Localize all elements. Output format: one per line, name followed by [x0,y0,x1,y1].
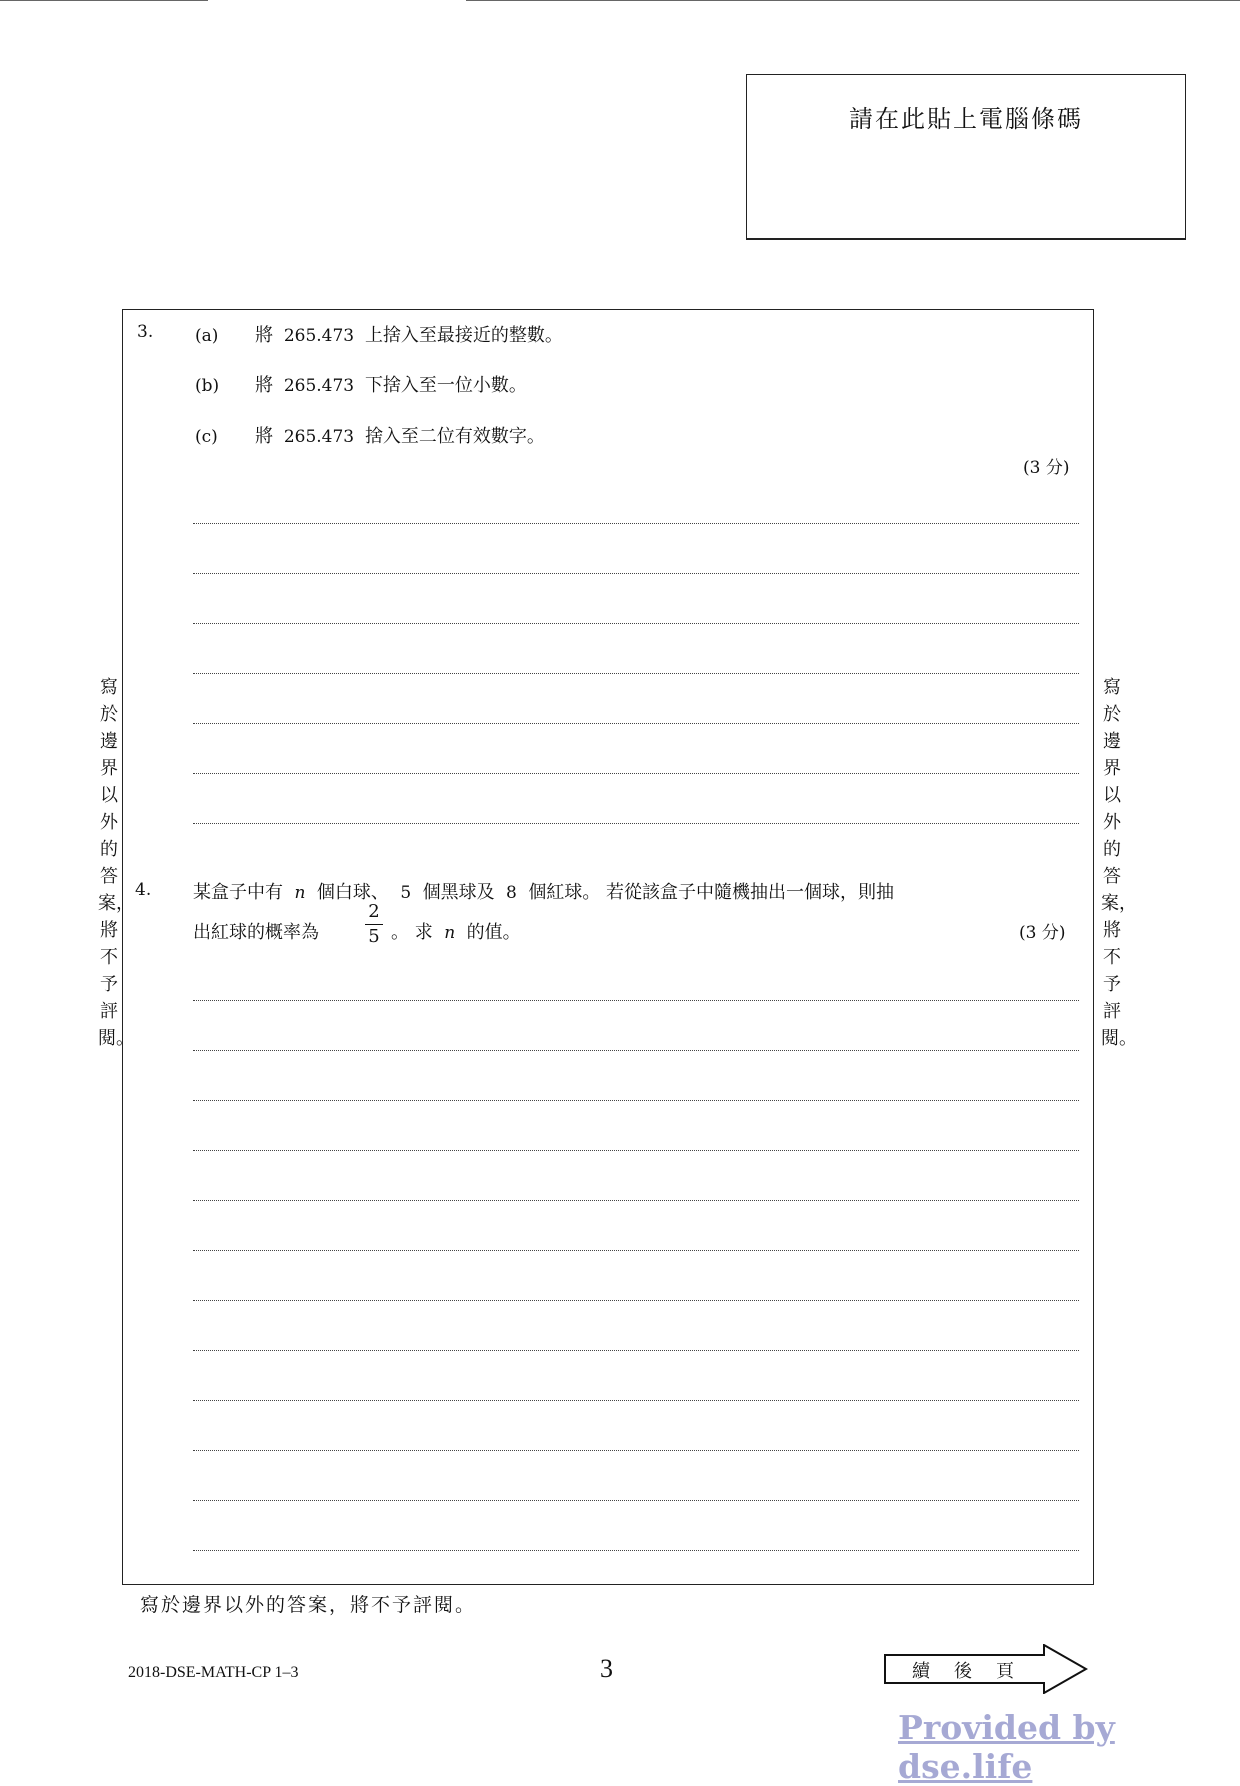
answer-line [193,1200,1079,1201]
answer-line [193,623,1079,624]
answer-line [193,1450,1079,1451]
barcode-label-box [746,74,1186,240]
answer-line [193,1500,1079,1501]
answer-line [193,1000,1079,1001]
question-4-line-2-rest [391,918,521,944]
question-4-line-2 [193,918,319,944]
question-3-marks: (3 分) [1023,458,1070,478]
part-verb: 將 [255,426,273,447]
q4-text: 的值。 [466,922,521,943]
top-edge-rule [0,0,208,1]
turn-over-label: 續後頁 [912,1661,1038,1682]
q4-text: 個紅球。 若從該盒子中隨機抽出一個球，則抽 [528,882,895,903]
fraction-denominator: 5 [368,926,380,947]
part-label: (c) [195,427,218,447]
turn-over-arrow [884,1644,1088,1694]
top-edge-rule [466,0,1240,1]
q4-text: 。 求 [391,922,433,943]
answer-line [193,1350,1079,1351]
paper-code: 2018-DSE-MATH-CP 1–3 [128,1664,299,1681]
q4-text: 個白球、 [316,882,389,903]
part-value: 265.473 [283,376,355,396]
question-3a [195,321,563,347]
question-3b [195,371,527,397]
answer-line [193,1550,1079,1551]
question-4-marks: (3 分) [1019,923,1066,943]
right-margin-note: 寫於邊界以外的答案，將不予評閱。 [1101,677,1137,1049]
part-text: 下捨入至一位小數。 [364,375,527,396]
answer-line [193,1400,1079,1401]
answer-line [193,1250,1079,1251]
answer-line [193,1100,1079,1101]
page-number: 3 [600,1654,613,1683]
answer-area [122,309,1094,1585]
q4-black-count: 5 [400,883,412,903]
answer-line [193,1300,1079,1301]
part-value: 265.473 [283,326,355,346]
part-verb: 將 [255,375,273,396]
question-3c [195,422,545,448]
q4-text: 出紅球的概率為 [193,922,319,943]
part-label: (a) [195,326,219,346]
answer-line [193,673,1079,674]
answer-line [193,523,1079,524]
part-verb: 將 [255,325,273,346]
answer-line [193,573,1079,574]
part-value: 265.473 [283,427,355,447]
bottom-margin-note: 寫於邊界以外的答案，將不予評閱。 [140,1594,477,1616]
part-text: 上捨入至最接近的整數。 [364,325,563,346]
q4-text: 個黑球及 [422,882,495,903]
answer-line [193,723,1079,724]
answer-line [193,823,1079,824]
part-text: 捨入至二位有效數字。 [364,426,545,447]
question-3-number: 3. [137,322,154,342]
probability-fraction [365,902,383,947]
question-4-line-1 [193,878,894,904]
q4-variable-n: n [444,923,456,943]
q4-red-count: 8 [506,883,517,903]
answer-line [193,1150,1079,1151]
answer-line [193,1050,1079,1051]
fraction-bar [365,924,383,925]
part-label: (b) [195,376,220,396]
q4-variable-n: n [294,883,306,903]
watermark: Provided by dse.life [898,1708,1115,1786]
fraction-numerator: 2 [368,901,380,922]
question-4-number: 4. [135,880,152,900]
left-margin-note: 寫於邊界以外的答案，將不予評閱。 [98,677,134,1049]
answer-line [193,773,1079,774]
barcode-label-text: 請在此貼上電腦條碼 [849,105,1083,133]
q4-text: 某盒子中有 [193,882,283,903]
